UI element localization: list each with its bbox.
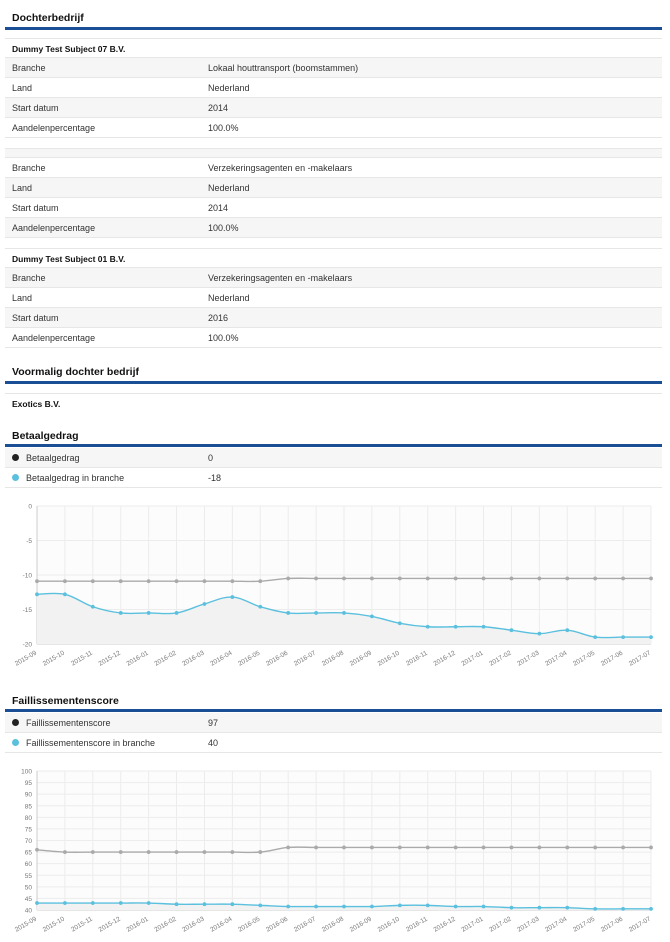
x-tick-label: 2016-08 bbox=[320, 915, 345, 934]
data-point bbox=[482, 846, 486, 850]
data-point bbox=[314, 611, 318, 615]
row-value: Verzekeringsagenten en -makelaars bbox=[208, 273, 353, 283]
data-point bbox=[258, 605, 262, 609]
data-point bbox=[537, 846, 541, 850]
row-key: Start datum bbox=[12, 103, 59, 113]
x-tick-label: 2016-04 bbox=[209, 649, 234, 668]
x-tick-label: 2016-11 bbox=[404, 915, 429, 934]
x-tick-label: 2017-07 bbox=[627, 915, 652, 934]
data-point bbox=[286, 905, 290, 909]
y-tick-label: -20 bbox=[22, 641, 32, 649]
betaal-chart bbox=[0, 496, 670, 676]
row-key: Aandelenpercentage bbox=[12, 333, 96, 343]
legend-row bbox=[5, 733, 662, 753]
data-point bbox=[63, 592, 67, 596]
table-row bbox=[5, 268, 662, 288]
data-point bbox=[258, 903, 262, 907]
row-key: Start datum bbox=[12, 313, 59, 323]
data-point bbox=[91, 605, 95, 609]
data-point bbox=[230, 850, 234, 854]
data-point bbox=[565, 628, 569, 632]
table-row bbox=[5, 178, 662, 198]
row-key: Land bbox=[12, 83, 33, 93]
y-tick-label: 90 bbox=[24, 791, 32, 799]
x-tick-label: 2016-07 bbox=[292, 915, 318, 934]
data-point bbox=[370, 846, 374, 850]
company-name: Exotics B.V. bbox=[12, 399, 61, 409]
data-point bbox=[63, 850, 67, 854]
x-tick-label: 2016-11 bbox=[404, 649, 429, 668]
data-point bbox=[147, 611, 151, 615]
data-point bbox=[649, 907, 653, 911]
data-point bbox=[91, 579, 95, 583]
data-point bbox=[35, 592, 39, 596]
data-point bbox=[175, 579, 179, 583]
legend-value: -18 bbox=[208, 473, 222, 483]
x-tick-label: 2015-09 bbox=[13, 649, 38, 668]
data-point bbox=[370, 905, 374, 909]
voormalig-title: Voormalig dochter bedrijf bbox=[12, 366, 139, 378]
row-key: Aandelenpercentage bbox=[12, 123, 96, 133]
x-tick-label: 2016-03 bbox=[181, 915, 206, 934]
y-tick-label: 85 bbox=[24, 803, 32, 811]
data-point bbox=[119, 850, 123, 854]
x-tick-label: 2015-10 bbox=[41, 649, 66, 668]
y-tick-label: 75 bbox=[24, 826, 32, 834]
table-row bbox=[5, 118, 662, 138]
x-tick-label: 2016-05 bbox=[237, 915, 262, 934]
data-point bbox=[119, 611, 123, 615]
data-point bbox=[649, 635, 653, 639]
table-row bbox=[5, 288, 662, 308]
voormalig-rule bbox=[5, 381, 662, 384]
data-point bbox=[482, 905, 486, 909]
data-point bbox=[370, 577, 374, 581]
data-point bbox=[510, 628, 514, 632]
x-tick-label: 2016-07 bbox=[292, 649, 318, 668]
data-point bbox=[398, 577, 402, 581]
data-point bbox=[593, 577, 597, 581]
data-point bbox=[565, 906, 569, 910]
x-tick-label: 2017-07 bbox=[627, 649, 652, 668]
legend-label: Faillissementenscore in branche bbox=[26, 738, 156, 748]
legend-dot-icon bbox=[12, 454, 19, 461]
dochter-title: Dochterbedrijf bbox=[12, 12, 84, 24]
row-value: 2016 bbox=[208, 313, 229, 323]
data-point bbox=[537, 577, 541, 581]
x-tick-label: 2016-09 bbox=[348, 649, 373, 668]
x-tick-label: 2016-10 bbox=[376, 649, 401, 668]
data-point bbox=[510, 846, 514, 850]
data-point bbox=[621, 846, 625, 850]
data-point bbox=[649, 577, 653, 581]
data-point bbox=[565, 846, 569, 850]
data-point bbox=[482, 577, 486, 581]
x-tick-label: 2017-03 bbox=[516, 649, 541, 668]
data-point bbox=[342, 611, 346, 615]
data-point bbox=[35, 848, 39, 852]
betaal-title: Betaalgedrag bbox=[12, 430, 79, 442]
data-point bbox=[147, 850, 151, 854]
data-point bbox=[175, 611, 179, 615]
data-point bbox=[286, 577, 290, 581]
data-point bbox=[63, 579, 67, 583]
legend-label: Betaalgedrag bbox=[26, 453, 80, 463]
row-value: 100.0% bbox=[208, 333, 239, 343]
data-point bbox=[621, 907, 625, 911]
faill-chart bbox=[0, 762, 670, 942]
company-header bbox=[5, 38, 662, 58]
data-point bbox=[314, 905, 318, 909]
company-header bbox=[5, 248, 662, 268]
data-point bbox=[593, 907, 597, 911]
data-point bbox=[286, 846, 290, 850]
data-point bbox=[537, 632, 541, 636]
table-row bbox=[5, 308, 662, 328]
x-tick-label: 2017-03 bbox=[516, 915, 541, 934]
x-tick-label: 2016-01 bbox=[125, 915, 150, 934]
x-tick-label: 2017-04 bbox=[544, 649, 569, 668]
data-point bbox=[426, 625, 430, 629]
data-point bbox=[482, 625, 486, 629]
row-value: Verzekeringsagenten en -makelaars bbox=[208, 163, 353, 173]
data-point bbox=[175, 902, 179, 906]
data-point bbox=[91, 901, 95, 905]
data-point bbox=[63, 901, 67, 905]
table-row bbox=[5, 58, 662, 78]
data-point bbox=[314, 846, 318, 850]
data-point bbox=[454, 905, 458, 909]
data-point bbox=[119, 579, 123, 583]
x-tick-label: 2017-02 bbox=[488, 915, 513, 934]
company-name: Dummy Test Subject 07 B.V. bbox=[12, 44, 126, 54]
row-key: Start datum bbox=[12, 203, 59, 213]
company-header bbox=[5, 393, 662, 413]
x-tick-label: 2015-10 bbox=[41, 915, 66, 934]
data-point bbox=[35, 901, 39, 905]
company-header bbox=[5, 148, 662, 158]
data-point bbox=[342, 846, 346, 850]
y-tick-label: 55 bbox=[24, 872, 32, 880]
x-tick-label: 2016-03 bbox=[181, 649, 206, 668]
x-tick-label: 2016-08 bbox=[320, 649, 345, 668]
table-row bbox=[5, 328, 662, 348]
y-tick-label: 45 bbox=[24, 895, 32, 903]
row-value: 100.0% bbox=[208, 123, 239, 133]
data-point bbox=[537, 906, 541, 910]
legend-label: Faillissementenscore bbox=[26, 718, 111, 728]
data-point bbox=[147, 901, 151, 905]
x-tick-label: 2017-01 bbox=[460, 915, 485, 934]
legend-row bbox=[5, 448, 662, 468]
table-row bbox=[5, 78, 662, 98]
y-tick-label: -15 bbox=[22, 607, 32, 614]
data-point bbox=[454, 846, 458, 850]
data-point bbox=[621, 635, 625, 639]
data-point bbox=[426, 846, 430, 850]
betaal-rule bbox=[5, 444, 662, 447]
y-tick-label: 0 bbox=[28, 503, 32, 511]
row-key: Aandelenpercentage bbox=[12, 223, 96, 233]
data-point bbox=[510, 906, 514, 910]
table-row bbox=[5, 218, 662, 238]
x-tick-label: 2016-10 bbox=[376, 915, 401, 934]
data-point bbox=[35, 579, 39, 583]
x-tick-label: 2016-12 bbox=[432, 649, 457, 668]
data-point bbox=[286, 611, 290, 615]
x-tick-label: 2016-06 bbox=[265, 649, 290, 668]
x-tick-label: 2015-12 bbox=[97, 915, 122, 934]
row-value: Lokaal houttransport (boomstammen) bbox=[208, 63, 359, 73]
data-point bbox=[454, 577, 458, 581]
x-tick-label: 2017-06 bbox=[599, 649, 625, 668]
data-point bbox=[621, 577, 625, 581]
y-tick-label: 50 bbox=[24, 884, 32, 892]
data-point bbox=[91, 850, 95, 854]
data-point bbox=[258, 579, 262, 583]
data-point bbox=[175, 850, 179, 854]
row-key: Branche bbox=[12, 163, 46, 173]
x-tick-label: 2015-12 bbox=[97, 649, 122, 668]
legend-row bbox=[5, 713, 662, 733]
x-tick-label: 2016-12 bbox=[432, 915, 457, 934]
data-point bbox=[593, 635, 597, 639]
legend-value: 97 bbox=[208, 718, 219, 728]
x-tick-label: 2016-01 bbox=[125, 649, 150, 668]
x-tick-label: 2016-02 bbox=[153, 649, 178, 668]
x-tick-label: 2015-11 bbox=[70, 915, 94, 934]
x-tick-label: 2016-05 bbox=[237, 649, 262, 668]
x-tick-label: 2017-06 bbox=[599, 915, 625, 934]
data-point bbox=[593, 846, 597, 850]
data-point bbox=[119, 901, 123, 905]
data-point bbox=[426, 577, 430, 581]
y-tick-label: 40 bbox=[24, 907, 32, 915]
y-tick-label: -10 bbox=[22, 572, 32, 580]
data-point bbox=[565, 577, 569, 581]
legend-dot-icon bbox=[12, 474, 19, 481]
row-key: Branche bbox=[12, 63, 46, 73]
table-row bbox=[5, 198, 662, 218]
faill-rule bbox=[5, 709, 662, 712]
company-name: Dummy Test Subject 01 B.V. bbox=[12, 254, 126, 264]
legend-row bbox=[5, 468, 662, 488]
data-point bbox=[342, 905, 346, 909]
x-tick-label: 2017-04 bbox=[544, 915, 569, 934]
data-point bbox=[510, 577, 514, 581]
data-point bbox=[370, 615, 374, 619]
y-tick-label: 60 bbox=[24, 861, 32, 869]
y-tick-label: 100 bbox=[21, 768, 32, 776]
row-value: 2014 bbox=[208, 203, 229, 213]
row-key: Land bbox=[12, 293, 33, 303]
data-point bbox=[649, 846, 653, 850]
x-tick-label: 2016-04 bbox=[209, 915, 234, 934]
row-value: Nederland bbox=[208, 183, 250, 193]
faill-title: Faillissementenscore bbox=[12, 695, 119, 707]
data-point bbox=[230, 579, 234, 583]
data-point bbox=[203, 850, 207, 854]
x-tick-label: 2015-11 bbox=[70, 649, 94, 668]
x-tick-label: 2016-02 bbox=[153, 915, 178, 934]
legend-value: 0 bbox=[208, 453, 214, 463]
row-key: Branche bbox=[12, 273, 46, 283]
data-point bbox=[230, 595, 234, 599]
data-point bbox=[398, 621, 402, 625]
legend-label: Betaalgedrag in branche bbox=[26, 473, 125, 483]
row-value: Nederland bbox=[208, 293, 250, 303]
x-tick-label: 2017-05 bbox=[572, 915, 597, 934]
x-tick-label: 2016-06 bbox=[265, 915, 290, 934]
x-tick-label: 2016-09 bbox=[348, 915, 373, 934]
y-tick-label: -5 bbox=[26, 538, 32, 545]
x-tick-label: 2015-09 bbox=[13, 915, 38, 934]
data-point bbox=[147, 579, 151, 583]
data-point bbox=[398, 903, 402, 907]
table-row bbox=[5, 158, 662, 178]
data-point bbox=[203, 902, 207, 906]
x-tick-label: 2017-02 bbox=[488, 649, 513, 668]
row-value: 2014 bbox=[208, 103, 229, 113]
legend-dot-icon bbox=[12, 719, 19, 726]
data-point bbox=[203, 579, 207, 583]
data-point bbox=[398, 846, 402, 850]
data-point bbox=[203, 602, 207, 606]
data-point bbox=[258, 850, 262, 854]
legend-value: 40 bbox=[208, 738, 219, 748]
row-value: Nederland bbox=[208, 83, 250, 93]
data-point bbox=[314, 577, 318, 581]
data-point bbox=[342, 577, 346, 581]
data-point bbox=[454, 625, 458, 629]
x-tick-label: 2017-05 bbox=[572, 649, 597, 668]
row-value: 100.0% bbox=[208, 223, 239, 233]
table-row bbox=[5, 98, 662, 118]
y-tick-label: 80 bbox=[24, 814, 32, 822]
x-tick-label: 2017-01 bbox=[460, 649, 485, 668]
dochter-rule bbox=[5, 27, 662, 30]
legend-dot-icon bbox=[12, 739, 19, 746]
y-tick-label: 95 bbox=[24, 780, 32, 788]
row-key: Land bbox=[12, 183, 33, 193]
y-tick-label: 65 bbox=[24, 849, 32, 857]
data-point bbox=[230, 902, 234, 906]
data-point bbox=[426, 903, 430, 907]
y-tick-label: 70 bbox=[24, 838, 32, 845]
